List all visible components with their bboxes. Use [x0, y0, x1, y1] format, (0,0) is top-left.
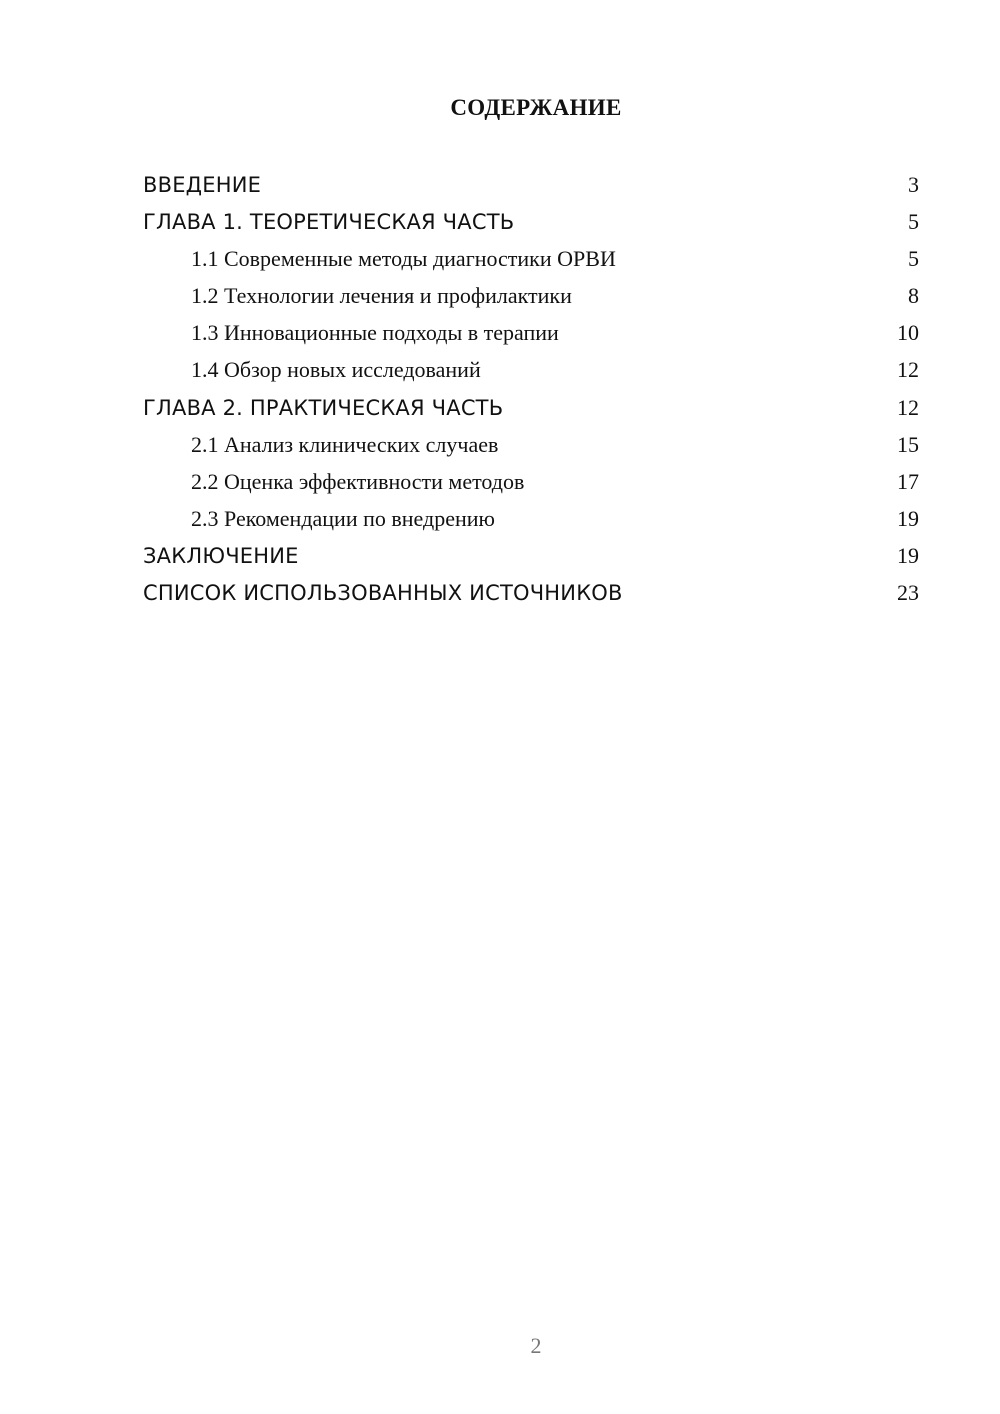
toc-entry-page: 12: [897, 357, 919, 383]
toc-entry-label: 2.3 Рекомендации по внедрению: [191, 505, 495, 531]
toc-entry[interactable]: [143, 279, 919, 316]
toc-entry-page: 5: [908, 246, 919, 272]
toc-entry-label: ГЛАВА 1. ТЕОРЕТИЧЕСКАЯ ЧАСТЬ: [143, 210, 515, 235]
toc-entry-page: 5: [908, 209, 919, 235]
toc-entry-page: 23: [897, 580, 919, 606]
toc-entry[interactable]: [143, 242, 919, 279]
toc-entry-label: 1.1 Современные методы диагностики ОРВИ: [191, 246, 616, 272]
toc-entry-page: 3: [908, 172, 919, 197]
toc-entry[interactable]: [143, 168, 919, 205]
toc-entry-page: 10: [897, 320, 919, 346]
toc-entry-page: 8: [908, 283, 919, 309]
toc-entry-page: 19: [897, 542, 919, 568]
toc-entry[interactable]: [143, 502, 919, 539]
toc-entry[interactable]: [143, 465, 919, 502]
toc-entry-label: СПИСОК ИСПОЛЬЗОВАННЫХ ИСТОЧНИКОВ: [143, 581, 623, 606]
table-of-contents: [143, 168, 919, 613]
toc-entry-label: 2.1 Анализ клинических случаев: [191, 431, 499, 457]
toc-entry-label: ГЛАВА 2. ПРАКТИЧЕСКАЯ ЧАСТЬ: [143, 395, 504, 420]
toc-entry-label: ВВЕДЕНИЕ: [143, 173, 262, 197]
toc-entry-page: 19: [897, 505, 919, 531]
toc-entry-page: 15: [897, 431, 919, 457]
toc-entry-page: 17: [897, 468, 919, 494]
toc-entry-label: 1.4 Обзор новых исследований: [191, 357, 481, 383]
toc-entry[interactable]: [143, 428, 919, 465]
toc-entry[interactable]: [143, 576, 919, 613]
toc-entry-page: 12: [897, 394, 919, 420]
toc-entry-label: 1.3 Инновационные подходы в терапии: [191, 320, 559, 346]
toc-entry[interactable]: [143, 353, 919, 390]
toc-entry-label: 1.2 Технологии лечения и профилактики: [191, 283, 572, 309]
toc-entry[interactable]: [143, 316, 919, 353]
page-title: СОДЕРЖАНИЕ: [450, 95, 622, 120]
toc-entry[interactable]: [143, 391, 919, 428]
toc-entry[interactable]: [143, 205, 919, 242]
toc-entry[interactable]: [143, 539, 919, 576]
toc-entry-label: ЗАКЛЮЧЕНИЕ: [143, 543, 299, 568]
toc-entry-label: 2.2 Оценка эффективности методов: [191, 468, 525, 494]
page-number: 2: [530, 1333, 542, 1358]
